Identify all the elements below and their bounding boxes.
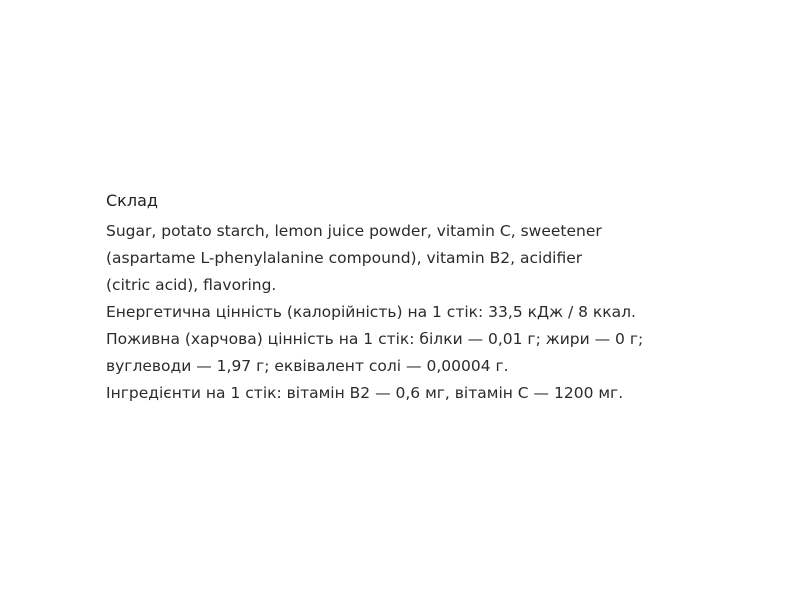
composition-line-1: Sugar, potato starch, lemon juice powder, vitamin C, sweetener bbox=[106, 222, 602, 240]
nutrition-value-line-1: Поживна (харчова) цінність на 1 стік: білки — 0,01 г; жири — 0 г; bbox=[106, 330, 644, 348]
composition-line-2: (aspartame L-phenylalanine compound), vitamin B2, acidifier bbox=[106, 249, 583, 267]
composition-heading: Склад bbox=[106, 191, 158, 210]
composition-section bbox=[106, 188, 766, 407]
nutrition-value-line-2: вуглеводи — 1,97 г; еквівалент солі — 0,00004 г. bbox=[106, 357, 509, 375]
ingredients-per-stick-line: Інгредієнти на 1 стік: вітамін B2 — 0,6 мг, вітамін C — 1200 мг. bbox=[106, 384, 624, 402]
energy-value-line: Енергетична цінність (калорійність) на 1 стік: 33,5 кДж / 8 ккал. bbox=[106, 303, 636, 321]
composition-line-3: (citric acid), flavoring. bbox=[106, 276, 277, 294]
